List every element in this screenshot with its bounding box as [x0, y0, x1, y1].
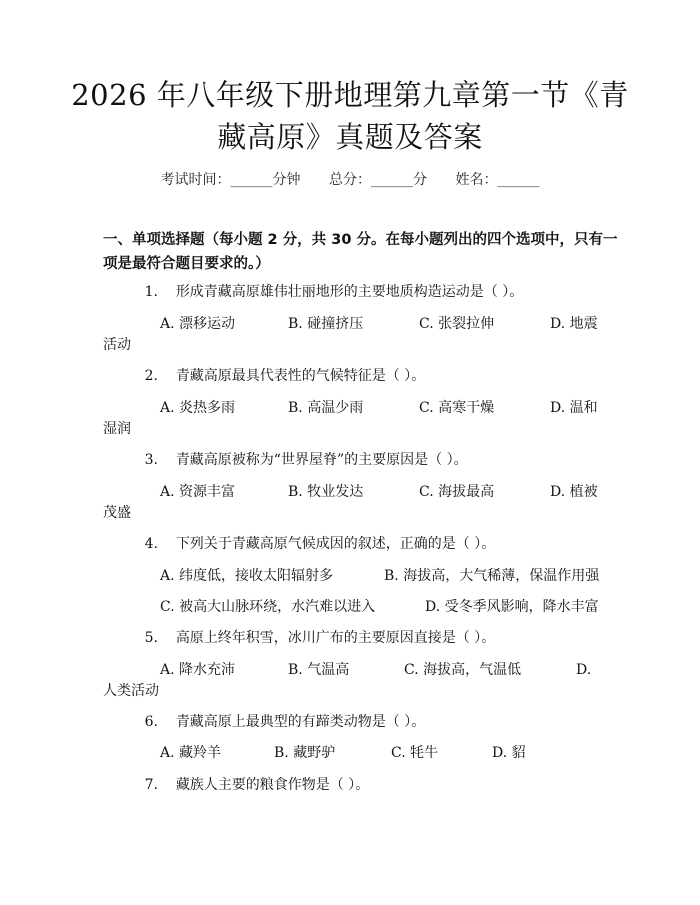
- exam-name: 姓名：______: [455, 172, 540, 188]
- question-number: 1.: [144, 284, 158, 300]
- exam-meta: [0, 169, 700, 189]
- question-stem: 下列关于青藏高原气候成因的叙述，正确的是（ ）。: [175, 536, 496, 552]
- option-wrap: 活动: [103, 337, 131, 353]
- question-stem: 青藏高原最具代表性的气候特征是（ ）。: [175, 368, 426, 384]
- question-number: 6.: [144, 714, 158, 730]
- question-number: 3.: [144, 452, 158, 468]
- question-5: [103, 627, 623, 649]
- option-d: D. 受冬季风影响，降水丰富: [425, 599, 599, 615]
- exam-time: 考试时间：______分钟: [160, 172, 301, 188]
- option-a: A. 纬度低，接收太阳辐射多: [160, 568, 334, 584]
- question-stem: 高原上终年积雪，冰川广布的主要原因直接是（ ）。: [175, 630, 496, 646]
- section-heading: 一、单项选择题（每小题 2 分，共 30 分。在每小题列出的四个选项中，只有一项是最符合题目要求的。）: [103, 232, 618, 272]
- option-c: C. 海拔高，气温低: [404, 662, 522, 678]
- option-b: B. 气温高: [288, 662, 350, 678]
- question-6: [103, 711, 623, 733]
- option-b: B. 海拔高，大气稀薄，保温作用强: [384, 568, 600, 584]
- option-wrap: 茂盛: [103, 505, 131, 521]
- question-stem: 青藏高原上最典型的有蹄类动物是（ ）。: [175, 714, 426, 730]
- question-stem: 藏族人主要的粮食作物是（ ）。: [175, 777, 370, 793]
- question-3: [103, 449, 623, 471]
- option-a: A. 炎热多雨: [160, 400, 236, 416]
- question-number: 4.: [144, 536, 158, 552]
- question-4: [103, 533, 623, 555]
- question-stem: 青藏高原被称为“世界屋脊”的主要原因是（ ）。: [175, 452, 468, 468]
- option-a: A. 资源丰富: [160, 484, 236, 500]
- exam-score: 总分：______分: [329, 172, 427, 188]
- option-b: B. 碰撞挤压: [288, 316, 364, 332]
- question-number: 7.: [144, 777, 158, 793]
- option-wrap: 人类活动: [103, 683, 159, 699]
- option-a: A. 藏羚羊: [160, 745, 222, 761]
- option-a: A. 降水充沛: [160, 662, 236, 678]
- option-c: C. 高寒干燥: [419, 400, 495, 416]
- option-c: C. 张裂拉伸: [419, 316, 495, 332]
- question-7: [103, 774, 623, 796]
- option-c: C. 被高大山脉环绕，水汽难以进入: [160, 599, 376, 615]
- option-d: D. 地震: [550, 316, 598, 332]
- question-number: 5.: [144, 630, 158, 646]
- option-b: B. 牧业发达: [288, 484, 364, 500]
- option-d: D.: [576, 662, 592, 678]
- option-a: A. 漂移运动: [160, 316, 236, 332]
- question-stem: 形成青藏高原雄伟壮丽地形的主要地质构造运动是（ ）。: [175, 284, 524, 300]
- option-d: D. 温和: [550, 400, 598, 416]
- option-b: B. 藏野驴: [274, 745, 336, 761]
- option-d: D. 貂: [492, 745, 526, 761]
- option-d: D. 植被: [550, 484, 598, 500]
- question-1: [103, 281, 623, 303]
- question-2: [103, 365, 623, 387]
- page-title: 2026 年八年级下册地理第九章第一节《青藏高原》真题及答案: [71, 78, 629, 154]
- question-number: 2.: [144, 368, 158, 384]
- option-wrap: 湿润: [103, 421, 131, 437]
- option-c: C. 海拔最高: [419, 484, 495, 500]
- option-b: B. 高温少雨: [288, 400, 364, 416]
- option-c: C. 牦牛: [391, 745, 439, 761]
